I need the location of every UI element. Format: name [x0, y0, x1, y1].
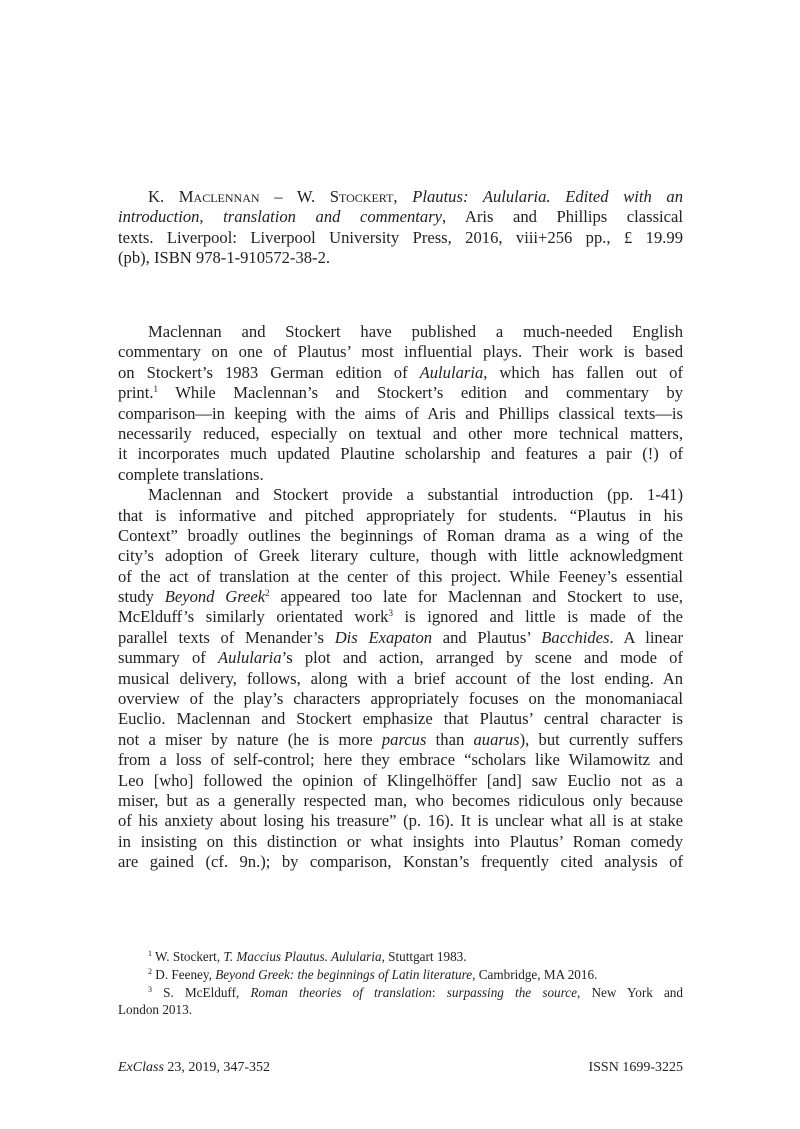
- text-run: it incorporates much updated Plautine scholarship and features a pair (!) of: [118, 444, 683, 464]
- paragraph-line: [118, 709, 683, 729]
- italic-text: Plautus: Aulularia. Edited with an: [412, 187, 684, 206]
- paragraph-line: [118, 628, 683, 648]
- text-run: overview of the play’s characters appropriately focuses on the monomaniacal: [118, 689, 683, 709]
- text-run: D. Feeney,: [152, 966, 216, 982]
- journal-citation: [118, 1060, 270, 1076]
- page-footer: [118, 1060, 683, 1076]
- footnote-marker: 1: [148, 949, 152, 958]
- paragraph-line: [118, 750, 683, 770]
- paragraph-line: [118, 587, 683, 607]
- text-run: not a miser by nature (he is more: [118, 729, 382, 749]
- text-run: that is informative and pitched appropriately for students. “Plautus in his: [118, 505, 683, 525]
- text-run: – W.: [259, 187, 330, 206]
- paragraph-line: [118, 607, 683, 627]
- paragraph-line: [118, 852, 683, 872]
- text-run: of the act of translation at the center of this project. While Feeney’s essential: [118, 566, 683, 586]
- text-run: complete translations.: [118, 464, 264, 484]
- text-run: , Cambridge, MA 2016.: [472, 966, 598, 982]
- text-run: necessarily reduced, especially on textual and other more technical matters,: [118, 423, 683, 443]
- text-run: texts. Liverpool: Liverpool University Press, 2016, viii+256 pp., £ 19.99: [118, 227, 683, 247]
- paragraph-line: [118, 730, 683, 750]
- volume-pages: 23, 2019, 347-352: [163, 1060, 271, 1075]
- text-run: and Plautus’: [432, 627, 542, 647]
- paragraph-line: [118, 567, 683, 587]
- paragraph-line: [118, 669, 683, 689]
- text-run: While Maclennan’s and Stockert’s edition and commentary by: [158, 383, 683, 403]
- paragraph-line: [118, 485, 683, 505]
- text-run: S. McElduff,: [152, 984, 251, 1000]
- text-run: in insisting on this distinction or what insights into Plautus’ Roman comedy: [118, 831, 683, 851]
- paragraph-line: [118, 791, 683, 811]
- paragraph-line: [118, 444, 683, 464]
- footnote: [118, 966, 683, 984]
- footnote-marker: 1: [153, 384, 158, 395]
- footnotes: [118, 948, 683, 1019]
- paragraph-line: [118, 689, 683, 709]
- paragraph-line: [118, 342, 683, 362]
- text-run: than: [426, 729, 474, 749]
- paragraph-line: [118, 424, 683, 444]
- text-run: Euclio. Maclennan and Stockert emphasize that Plautus’ central character is: [118, 709, 683, 729]
- text-run: Maclennan and Stockert have published a much-needed English: [148, 322, 683, 341]
- footnote-line: [118, 984, 683, 1002]
- text-run: ’s plot and action, arranged by scene and mode of: [281, 648, 683, 668]
- citation-line: [118, 187, 683, 207]
- text-run: . A linear: [609, 627, 683, 647]
- footnote: [118, 948, 683, 966]
- paragraph-line: [118, 363, 683, 383]
- italic-text: Beyond Greek: [164, 587, 266, 607]
- small-caps-text: Maclennan: [178, 187, 260, 206]
- paragraph-line: [118, 648, 683, 668]
- paragraph-line: [118, 383, 683, 403]
- text-run: parallel texts of Menander’s: [118, 627, 335, 647]
- italic-text: Roman theories of translation: [250, 984, 432, 1000]
- text-run: of his anxiety about losing his treasure” (p. 16). It is unclear what all is at stake: [118, 811, 683, 831]
- paragraph-line: [118, 506, 683, 526]
- paragraph-line: [118, 771, 683, 791]
- issn: ISSN 1699-3225: [588, 1060, 683, 1075]
- paragraph-line: [118, 546, 683, 566]
- italic-text: auarus: [473, 729, 520, 749]
- text-run: K.: [148, 187, 179, 206]
- small-caps-text: Stockert: [329, 187, 394, 206]
- text-run: city’s adoption of Greek literary culture, though with little acknowledgment: [118, 546, 683, 566]
- text-run: ), but currently suffers: [519, 729, 683, 749]
- text-run: appeared too late for Maclennan and Stockert to use,: [269, 587, 683, 607]
- paragraph-line: [118, 811, 683, 831]
- text-run: (pb), ISBN 978-1-910572-38-2.: [118, 248, 331, 268]
- citation-line: [118, 248, 683, 268]
- footnote-marker: 2: [148, 966, 152, 976]
- text-run: Leo [who] followed the opinion of Klingelhöffer [and] saw Euclio not as a: [118, 770, 683, 790]
- paragraph-line: [118, 322, 683, 342]
- footnote-line: [118, 1001, 683, 1019]
- text-run: , Stuttgart 1983.: [381, 949, 467, 964]
- review-body: [118, 322, 683, 873]
- footnote-marker: 3: [388, 608, 393, 619]
- text-run: summary of: [118, 648, 218, 668]
- text-run: W. Stockert,: [152, 949, 224, 964]
- text-run: Maclennan and Stockert provide a substantial introduction (pp. 1-41): [148, 485, 683, 505]
- paragraph: [118, 322, 683, 485]
- footnote-marker: 3: [148, 984, 152, 994]
- text-run: commentary on one of Plautus’ most influential plays. Their work is based: [118, 342, 683, 362]
- italic-text: Aulularia: [419, 362, 484, 382]
- text-run: , Aris and Phillips classical: [442, 207, 683, 227]
- text-run: London 2013.: [118, 1002, 192, 1018]
- review-citation-header: [118, 187, 683, 269]
- footnote: [118, 984, 683, 1020]
- text-run: from a loss of self-control; here they embrace “scholars like Wilamowitz and: [118, 750, 683, 770]
- italic-text: Dis Exapaton: [334, 627, 433, 647]
- text-run: miser, but as a generally respected man, who becomes ridiculous only because: [118, 790, 683, 810]
- italic-text: Aulularia: [217, 648, 282, 668]
- text-run: study: [118, 587, 165, 607]
- text-run: print.: [118, 383, 154, 403]
- text-run: Context” broadly outlines the beginnings of Roman drama as a wing of the: [118, 525, 683, 545]
- text-run: , New York and: [577, 984, 683, 1000]
- italic-text: T. Maccius Plautus. Aulularia: [223, 949, 382, 964]
- paragraph-line: [118, 465, 683, 485]
- text-run: McElduff’s similarly orientated work: [118, 607, 389, 627]
- citation-line: [118, 207, 683, 227]
- italic-text: parcus: [381, 729, 427, 749]
- text-run: on Stockert’s 1983 German edition of: [118, 362, 420, 382]
- footnote-marker: 2: [265, 588, 270, 599]
- journal-name: ExClass: [118, 1060, 164, 1075]
- text-run: musical delivery, follows, along with a brief account of the lost ending. An: [118, 668, 683, 688]
- paragraph-line: [118, 832, 683, 852]
- text-run: :: [431, 984, 447, 1000]
- italic-text: surpassing the source: [446, 984, 577, 1000]
- paragraph-line: [118, 526, 683, 546]
- text-run: , which has fallen out of: [483, 362, 683, 382]
- footnote-line: [118, 948, 683, 966]
- italic-text: Bacchides: [541, 627, 610, 647]
- text-run: ,: [393, 187, 413, 206]
- paragraph-line: [118, 404, 683, 424]
- text-run: is ignored and little is made of the: [392, 607, 683, 627]
- citation-line: [118, 228, 683, 248]
- footnote-line: [118, 966, 683, 984]
- text-run: comparison—in keeping with the aims of Aris and Phillips classical texts—is: [118, 403, 683, 423]
- italic-text: introduction, translation and commentary: [118, 207, 443, 227]
- paragraph: [118, 485, 683, 872]
- italic-text: Beyond Greek: the beginnings of Latin literature: [215, 966, 473, 982]
- text-run: are gained (cf. 9n.); by comparison, Konstan’s frequently cited analysis of: [118, 852, 683, 872]
